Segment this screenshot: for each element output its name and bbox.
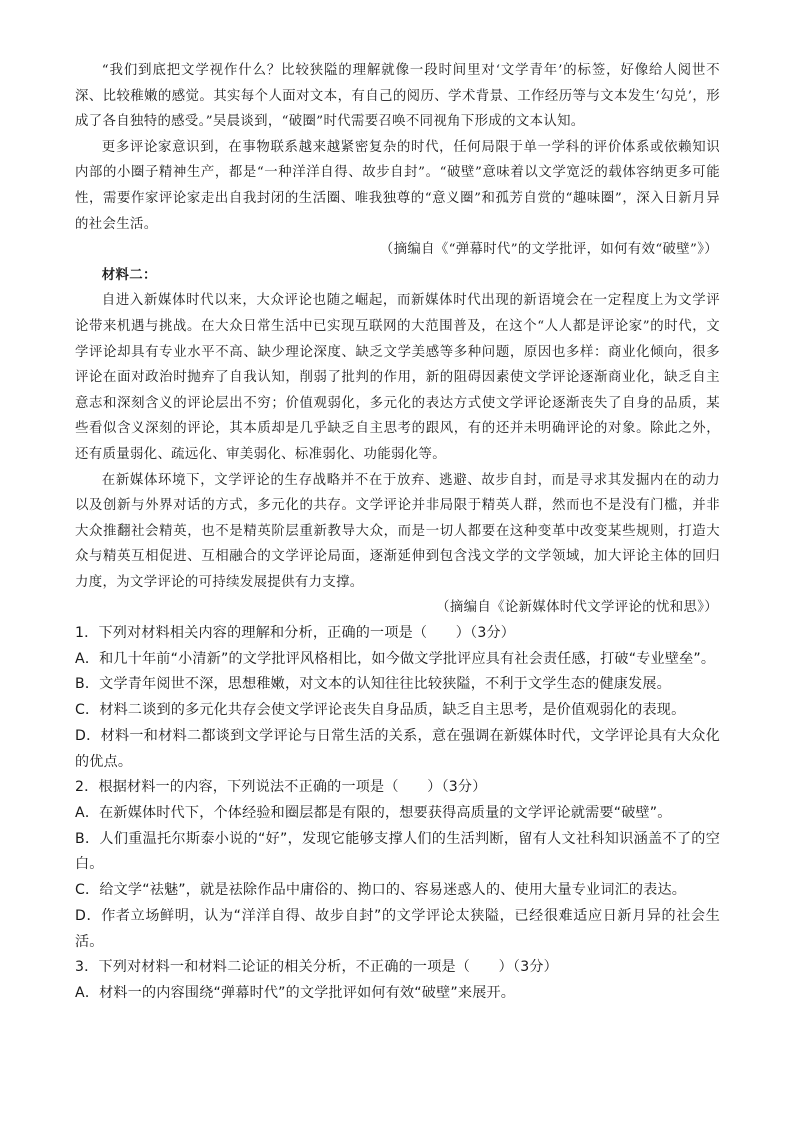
material-one-paragraph: “我们到底把文学视作什么？比较狭隘的理解就像一段时间里对‘文学青年’的标签，好像给人阅世不深、比较稚嫩的感觉。其实每个人面对文本，有自己的阅历、学术背景、工作经历等与文本发生‘勾兑’，形成了各自独特的感受。”吴晨谈到，“破圈”时代需要召唤不同视角下形成的文本认知。 [75, 63, 720, 130]
question-stem: 3．下列对材料一和材料二论证的相关分析，不正确的一项是（ ）（3分） [75, 959, 558, 976]
question-stem: 2．根据材料一的内容，下列说法不正确的一项是（ ）（3分） [75, 779, 487, 796]
option-b: B．文学青年阅世不深，思想稚嫩，对文本的认知往往比较狭隘，不利于文学生态的健康发展。 [75, 676, 671, 693]
option-a: A．在新媒体时代下，个体经验和圈层都是有限的，想要获得高质量的文学评论就需要“破壁”。 [75, 804, 672, 821]
question-2 [75, 775, 720, 955]
material-two-paragraph: 自进入新媒体时代以来，大众评论也随之崛起，而新媒体时代出现的新语境会在一定程度上为文学评论带来机遇与挑战。在大众日常生活中已实现互联网的大范围普及，在这个“人人都是评论家”的时代，文学评论却具有专业水平不高、缺少理论深度、缺乏文学美感等多种问题，原因也多样：商业化倾向，很多评论在面对政治时抛弃了自我认知，削弱了批判的作用，新的阻碍因素使文学评论逐渐商业化，缺乏自主意志和深刻含义的评论层出不穷；价值观弱化，多元化的表达方式使文学评论逐渐丧失了自身的品质，某些看似含义深刻的评论，其本质却是几乎缺乏自主思考的跟风，有的还并未明确评论的对象。除此之外，还有质量弱化、疏远化、审美弱化、标准弱化、功能弱化等。 [75, 293, 720, 462]
questions-section [75, 621, 720, 1007]
material-two-paragraph: 在新媒体环境下，文学评论的生存战略并不在于放弃、逃避、故步自封，而是寻求其发掘内在的动力以及创新与外界对话的方式，多元化的共存。文学评论并非局限于精英人群，然而也不是没有门槛，并非大众推翻社会精英，也不是精英阶层重新教导大众，而是一切人都要在这种变革中改变某些规则，打造大众与精英互相促进、互相融合的文学评论局面，逐渐延伸到包含浅文学的文学领域，加大评论主体的回归力度，为文学评论的可持续发展提供有力支撑。 [75, 472, 720, 590]
material-two-label: 材料二： [101, 266, 157, 283]
option-d: D．作者立场鲜明，认为“洋洋自得、故步自封”的文学评论太狭隘，已经很难适应日新月异的社会生活。 [75, 907, 720, 950]
option-d: D．材料一和材料二都谈到文学评论与日常生活的关系，意在强调在新媒体时代，文学评论具有大众化的优点。 [75, 727, 720, 770]
option-a: A．材料一的内容围绕“弹幕时代”的文学批评如何有效“破壁”来展开。 [75, 984, 516, 1001]
material-two [75, 263, 720, 621]
question-3 [75, 955, 720, 1006]
material-one-source: （摘编自《“弹幕时代”的文学批评，如何有效“破壁”》） [379, 242, 718, 258]
question-1 [75, 621, 720, 775]
question-stem: 1．下列对材料相关内容的理解和分析，正确的一项是（ ）（3分） [75, 625, 516, 642]
material-one-paragraph: 更多评论家意识到，在事物联系越来越紧密复杂的时代，任何局限于单一学科的评价体系或依赖知识内部的小圈子精神生产，都是“一种洋洋自得、故步自封”。“破壁”意味着以文学宽泛的载体容纳更多可能性，需要作家评论家走出自我封闭的生活圈、唯我独尊的“意义圈”和孤芳自赏的“趣味圈”，深入日新月异的社会生活。 [75, 139, 720, 232]
material-two-source: （摘编自《论新媒体时代文学评论的忧和思》） [436, 600, 718, 616]
option-b: B．人们重温托尔斯泰小说的“好”，发现它能够支撑人们的生活判断，留有人文社科知识涵盖不了的空白。 [75, 830, 720, 873]
option-c: C．给文学“祛魅”，就是祛除作品中庸俗的、拗口的、容易迷惑人的、使用大量专业词汇的表达。 [75, 882, 687, 899]
option-a: A．和几十年前“小清新”的文学批评风格相比，如今做文学批评应具有社会责任感，打破“专业壁垒”。 [75, 650, 716, 667]
document-page [75, 58, 720, 1007]
material-one [75, 58, 720, 263]
option-c: C．材料二谈到的多元化共存会使文学评论丧失自身品质，缺乏自主思考，是价值观弱化的表现。 [75, 702, 686, 719]
